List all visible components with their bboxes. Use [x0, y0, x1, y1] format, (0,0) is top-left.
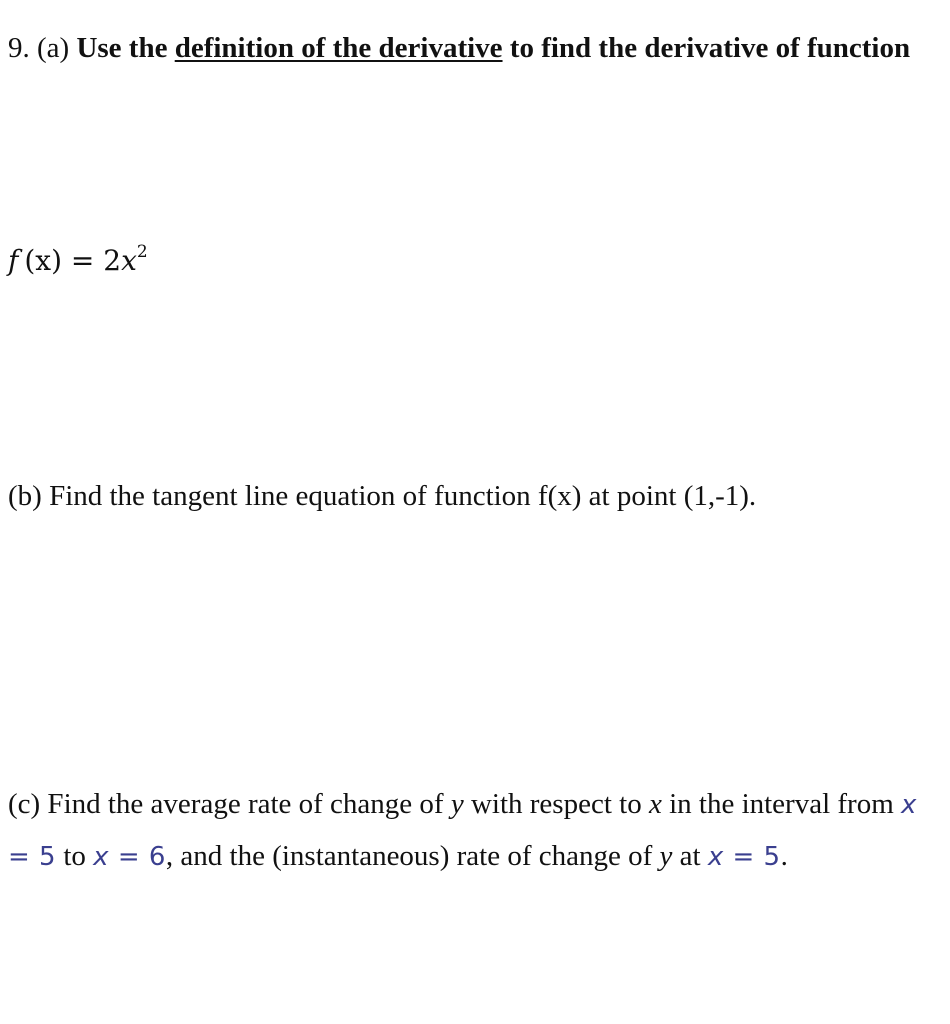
part-c-text-3: in the interval from — [669, 788, 894, 820]
formula-power: 2 — [136, 242, 148, 262]
math-eq-5: = 5 — [8, 842, 57, 872]
math-eq-5: = 5 — [732, 842, 781, 872]
math-x-var: x — [93, 842, 110, 872]
formula-fn: f — [8, 244, 19, 277]
function-formula — [8, 232, 938, 289]
part-a-text-before: Use the — [76, 32, 168, 64]
part-c-text-6: at — [679, 840, 701, 872]
part-c-text-5: , and the (instantaneous) rate of change of — [165, 840, 653, 872]
part-b-text: (b) Find the tangent line equation of function f(x) at point (1,-1). — [8, 480, 757, 512]
var-x: x — [648, 788, 662, 820]
part-c-text-2: with respect to — [470, 788, 642, 820]
question-9c — [8, 779, 938, 883]
definition-underlined: definition of the derivative — [174, 32, 503, 64]
var-y: y — [450, 788, 464, 820]
question-9b — [8, 468, 938, 525]
math-x-eq-6 — [93, 842, 166, 872]
formula-arg: (x) — [24, 244, 63, 277]
part-c-text-4: to — [63, 840, 86, 872]
formula-coef: 2 — [103, 244, 122, 277]
part-a-text-after: to find the derivative of function — [509, 32, 911, 64]
question-9a — [8, 20, 938, 77]
math-x-eq-5 — [708, 842, 781, 872]
part-c-text-7: . — [780, 840, 788, 872]
part-a-label: (a) — [37, 32, 70, 64]
var-y: y — [659, 840, 673, 872]
formula-equals: = — [70, 244, 95, 277]
math-x-var: x — [707, 842, 724, 872]
question-number: 9. — [8, 32, 30, 64]
formula-var: x — [121, 244, 137, 277]
part-c-text-1: (c) Find the average rate of change of — [8, 788, 444, 820]
math-eq-6: = 6 — [117, 842, 166, 872]
math-x-var: x — [901, 790, 917, 820]
